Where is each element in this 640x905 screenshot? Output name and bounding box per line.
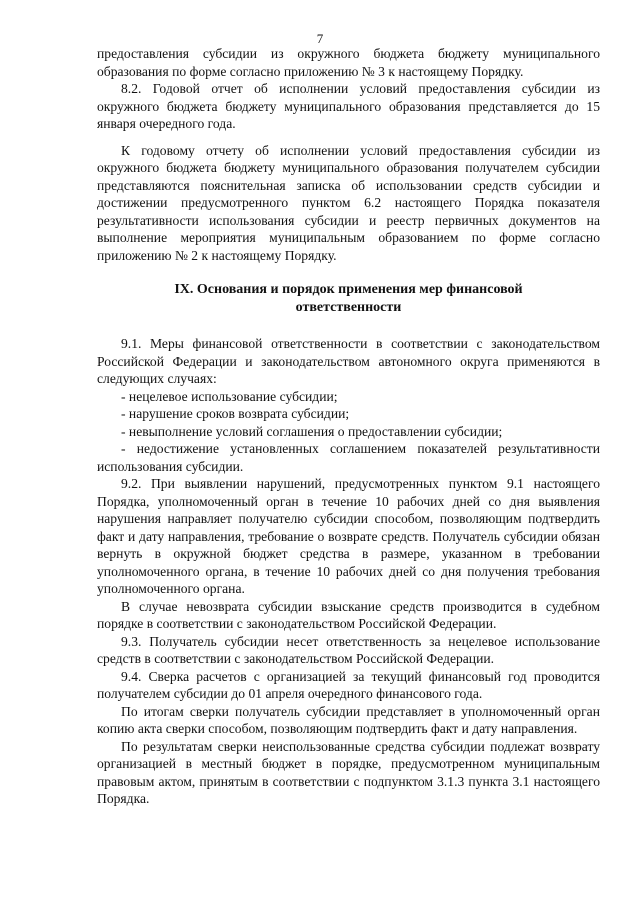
paragraph-unused-funds: По результатам сверки неиспользованные средства субсидии подлежат возврату организацией в местный бюджет в порядке, предусмотренном муниципальным правовым актом, принятым в соответствии с подпунктом 3.1.3 пункта 3.1 настоящего Порядка. bbox=[97, 738, 600, 806]
paragraph-non-return: В случае невозврата субсидии взыскание средств производится в судебном порядке в соответствии с законодательством Российской Федерации. bbox=[97, 598, 600, 631]
list-item: - нецелевое использование субсидии; bbox=[121, 388, 338, 404]
paragraph-9-1: 9.1. Меры финансовой ответственности в соответствии с законодательством Российской Федерации и законодательством автономного округа применяются в следующих случаях: bbox=[97, 336, 600, 386]
list-item: - невыполнение условий соглашения о предоставлении субсидии; bbox=[121, 423, 503, 439]
list-item: - нарушение сроков возврата субсидии; bbox=[121, 406, 350, 421]
list-item: - недостижение установленных соглашением показателей результативности использования субсидии. bbox=[97, 441, 600, 474]
section-heading: IX. Основания и порядок применения мер финансовой ответственности bbox=[174, 282, 523, 315]
paragraph-8-2: 8.2. Годовой отчет об исполнении условий предоставления субсидии из окружного бюджета бюджету муниципального образования представляется до 15 января очередного года. bbox=[97, 81, 600, 131]
cases-list bbox=[97, 388, 600, 476]
paragraph-reconciliation-act: По итогам сверки получатель субсидии представляет в уполномоченный орган копию акта сверки способом, позволяющим подтвердить факт и дату направления. bbox=[97, 703, 600, 736]
paragraph-9-3: 9.3. Получатель субсидии несет ответственность за нецелевое использование средств в соответствии с законодательством Российской Федерации. bbox=[97, 633, 600, 666]
paragraph-9-4: 9.4. Сверка расчетов с организацией за текущий финансовый год проводится получателем субсидии до 01 апреля очередного финансового года. bbox=[97, 668, 600, 701]
page-number: 7 bbox=[316, 31, 324, 46]
document-body bbox=[97, 45, 600, 808]
paragraph-9-2: 9.2. При выявлении нарушений, предусмотренных пунктом 9.1 настоящего Порядка, уполномоченный орган в течение 10 рабочих дней со дня выявления нарушения направляет получателю субсидии способом, позволяющим подтвердить факт и дату направления, требование о возврате средств. Получатель субсидии обязан вернуть в окружной бюджет средства в размере, указанном в требовании уполномоченного органа, в течение 10 рабочих дней со дня получения требования уполномоченного органа. bbox=[97, 476, 600, 596]
paragraph-continuation: предоставления субсидии из окружного бюджета бюджету муниципального образования по форме согласно приложению № 3 к настоящему Порядку. bbox=[97, 46, 600, 79]
paragraph-annual-report: К годовому отчету об исполнении условий предоставления субсидии из окружного бюджета бюджету муниципального образования получателем субсидии представляются пояснительная записка об использовании средств субсидии и достижении предусмотренного пунктом 6.2 настоящего Порядка показателя результативности использования субсидии и реестр первичных документов на выполнение мероприятия муниципальным образованием по форме согласно приложению № 2 к настоящему Порядку. bbox=[97, 142, 600, 263]
